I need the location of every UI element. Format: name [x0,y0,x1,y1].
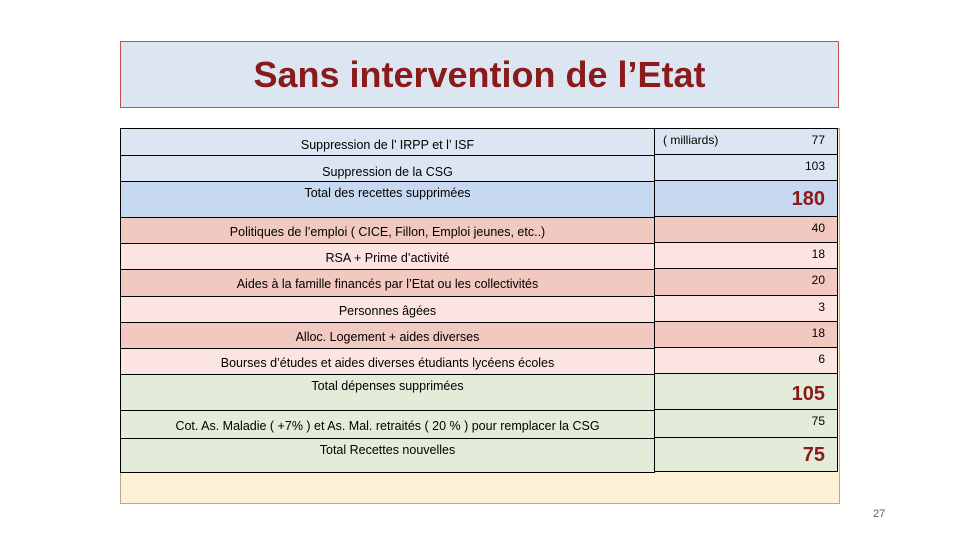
row-label: Total des recettes supprimées [121,182,655,218]
row-value: 20 [811,273,825,287]
value-cell [655,128,838,155]
row-value: 18 [811,326,825,340]
total-value: 75 [802,444,825,466]
table-row [121,270,655,297]
row-label: Politiques de l’emploi ( CICE, Fillon, Emploi jeunes, etc..) [121,218,655,244]
value-cell [655,296,838,322]
value-cell [655,438,838,472]
value-cell [655,410,838,438]
table-row [121,156,655,182]
total-value: 180 [791,188,825,210]
row-value: 77 [811,133,825,147]
row-label: RSA + Prime d’activité [121,244,655,270]
row-label: Personnes âgées [121,297,655,323]
table-row [121,323,655,349]
value-cell [655,181,838,217]
data-table [120,128,655,473]
table-row [121,411,655,439]
row-label: Aides à la famille financés par l’Etat ou les collectivités [121,270,655,297]
title-box [120,41,839,108]
row-value: 75 [811,414,825,428]
value-cell [655,217,838,243]
total-value: 105 [791,383,825,405]
value-cell [655,155,838,181]
value-cell [655,243,838,269]
row-label: Suppression de la CSG [121,156,655,182]
table-row [121,375,655,411]
table-row [121,129,655,156]
table-row [121,439,655,473]
row-label: Total Recettes nouvelles [121,439,655,473]
row-label: Suppression de l’ IRPP et l’ ISF [121,129,655,156]
table-row [121,297,655,323]
page-number: 27 [873,508,886,520]
value-cell [655,374,838,410]
row-label: Alloc. Logement + aides diverses [121,323,655,349]
row-value: 3 [818,300,825,314]
row-value: 6 [818,352,825,366]
value-cell [655,348,838,374]
value-column [655,128,838,472]
table-row [121,182,655,218]
unit-label: ( milliards) [663,133,719,147]
table-row [121,349,655,375]
row-value: 18 [811,247,825,261]
table-row [121,218,655,244]
row-value: 40 [811,221,825,235]
row-label: Bourses d’études et aides diverses étudiants lycéens écoles [121,349,655,375]
table-row [121,244,655,270]
row-value: 103 [804,159,825,173]
slide-title: Sans intervention de l’Etat [253,54,706,95]
row-label: Cot. As. Maladie ( +7% ) et As. Mal. retraités ( 20 % ) pour remplacer la CSG [121,411,655,439]
value-cell [655,269,838,296]
value-cell [655,322,838,348]
row-label: Total dépenses supprimées [121,375,655,411]
